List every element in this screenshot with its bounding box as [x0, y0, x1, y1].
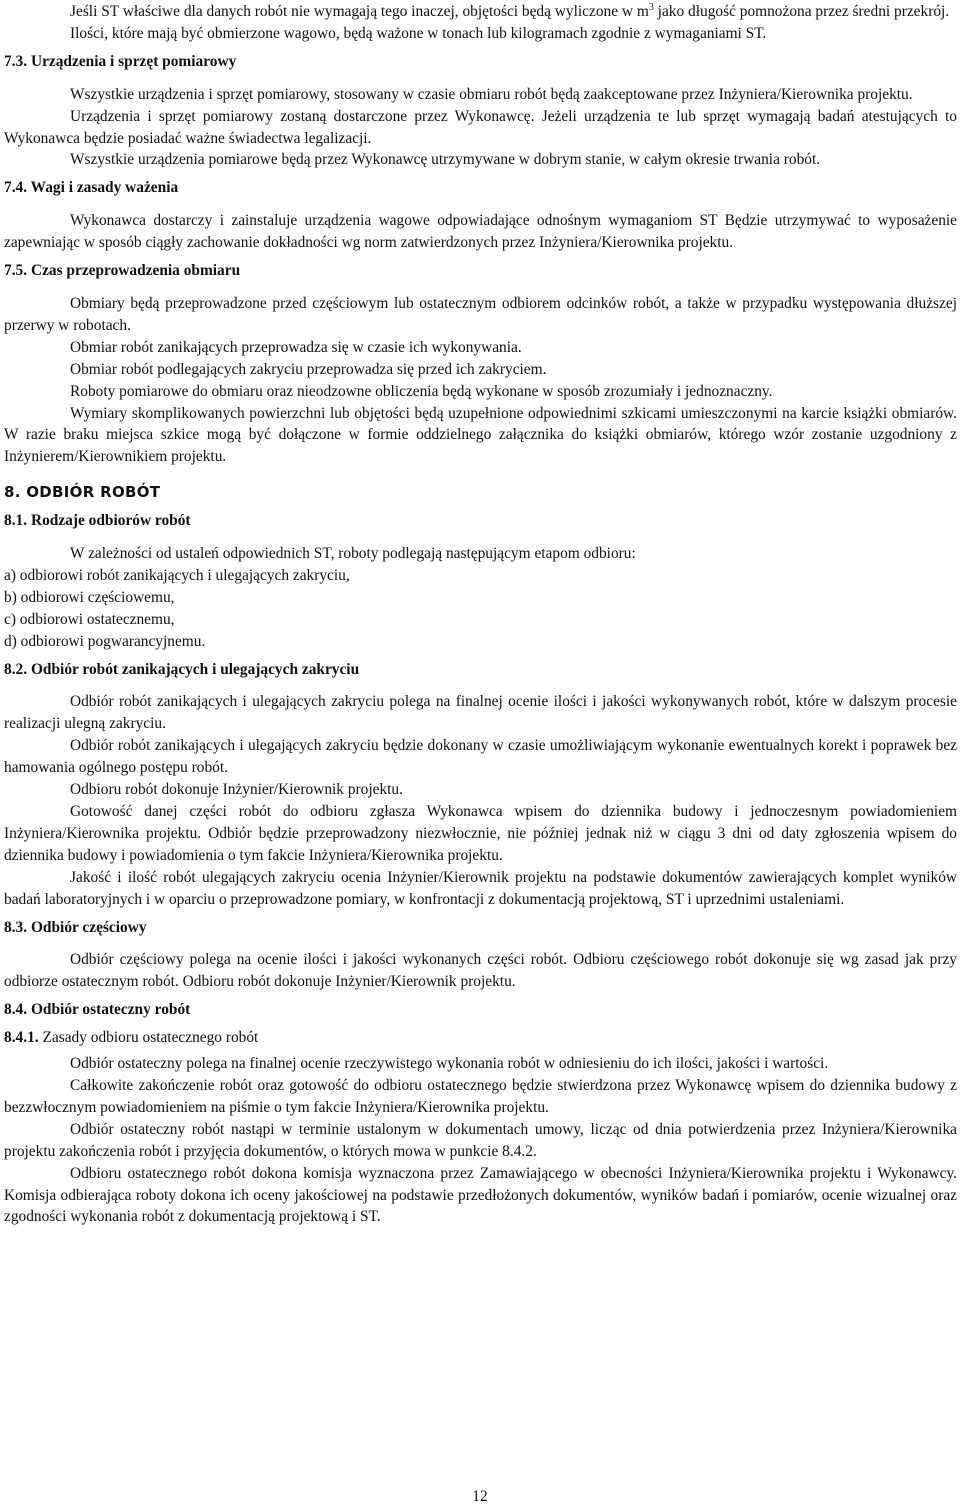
- section-heading-7-3: 7.3. Urządzenia i sprzęt pomiarowy: [4, 52, 237, 70]
- paragraph: Jakość i ilość robót ulegających zakryciu ocenia Inżynier/Kierownik projektu na podstawie dokumentów zawierających komplet wyników badań laboratoryjnych i w oparciu o przeprowadzone pomiary, w konfrontacji z dokumentacją projektową, ST i uprzednimi ustaleniami.: [4, 868, 957, 908]
- paragraph: Urządzenia i sprzęt pomiarowy zostaną dostarczone przez Wykonawcę. Jeżeli urządzenia te lub sprzęt wymagają badań atestujących to Wykonawca będzie posiadać ważne świadectwa legalizacji.: [4, 107, 957, 147]
- paragraph: Całkowite zakończenie robót oraz gotowość do odbioru ostatecznego będzie stwierdzona przez Wykonawcę wpisem do dziennika budowy z bezzwłocznym powiadomieniem na piśmie o tym fakcie Inżyniera/Kierownika projektu.: [4, 1076, 957, 1116]
- text: Jeśli ST właściwe dla danych robót nie wymagają tego inaczej, objętości będą wyliczone w m: [70, 3, 649, 20]
- paragraph: Wymiary skomplikowanych powierzchni lub objętości będą uzupełnione odpowiednimi szkicami umieszczonymi na karcie książki obmiarów. W razie braku miejsca szkice mogą być dołączone w formie oddzielnego załącznika do książki obmiarów, którego wzór zostanie uzgodniony z Inżynierem/Kierownikiem projektu.: [4, 404, 957, 466]
- paragraph: Odbiór robót zanikających i ulegających zakryciu będzie dokonany w czasie umożliwiającym wykonanie ewentualnych korekt i poprawek bez hamowania ogólnego postępu robót.: [4, 737, 957, 777]
- section-heading-8-4: 8.4. Odbiór ostateczny robót: [4, 1001, 191, 1019]
- paragraph: Obmiar robót zanikających przeprowadza się w czasie ich wykonywania.: [70, 338, 522, 356]
- paragraph: Odbiór ostateczny polega na finalnej ocenie rzeczywistego wykonania robót w odniesieniu do ich ilości, jakości i wartości.: [70, 1055, 829, 1073]
- page-number: 12: [472, 1488, 488, 1505]
- text: jako długość pomnożona przez średni przekrój.: [653, 3, 950, 20]
- paragraph: Odbioru ostatecznego robót dokona komisja wyznaczona przez Zamawiającego w obecności Inżyniera/Kierownika projektu i Wykonawcy. Komisja odbierająca roboty dokona ich oceny jakościowej na podstawie przedłożonych dokumentów, wyników badań i pomiarów, ocenie wizualnej oraz zgodności wykonania robót z dokumentacją projektową i ST.: [4, 1164, 957, 1226]
- paragraph: Wykonawca dostarczy i zainstaluje urządzenia wagowe odpowiadające odnośnym wymaganiom ST Będzie utrzymywać to wyposażenie zapewniając w sposób ciągły zachowanie dokładności wg norm zatwierdzonych przez Inżyniera/Kierownika projektu.: [4, 212, 957, 252]
- paragraph: Odbiór robót zanikających i ulegających zakryciu polega na finalnej ocenie ilości i jakości wykonywanych robót, które w dalszym procesie realizacji ulegną zakryciu.: [4, 693, 957, 733]
- paragraph: Odbioru robót dokonuje Inżynier/Kierownik projektu.: [70, 781, 403, 799]
- list: [4, 565, 957, 653]
- paragraph: Obmiar robót podlegających zakryciu przeprowadza się przed ich zakryciem.: [70, 360, 547, 378]
- paragraph: Odbiór częściowy polega na ocenie ilości i jakości wykonanych części robót. Odbioru częściowego robót dokonuje się wg zasad jak przy odbiorze ostatecznym robót. Odbioru robót dokonuje Inżynier/Kierownik projektu.: [4, 951, 957, 991]
- chapter-heading: 8. ODBIÓR ROBÓT: [4, 483, 161, 502]
- paragraph: Obmiary będą przeprowadzone przed częściowym lub ostatecznym odbiorem odcinków robót, a także w przypadku występowania dłuższej przerwy w robotach.: [4, 294, 957, 334]
- section-heading-7-4: 7.4. Wagi i zasady ważenia: [4, 179, 179, 197]
- paragraph: Odbiór ostateczny robót nastąpi w terminie ustalonym w dokumentach umowy, licząc od dnia potwierdzenia przez Inżyniera/Kierownika projektu zakończenia robót i przyjęcia dokumentów, o których mowa w punkcie 8.4.2.: [4, 1120, 957, 1160]
- paragraph: Ilości, które mają być obmierzone wagowo, będą ważone w tonach lub kilogramach zgodnie z wymaganiami ST.: [70, 24, 767, 42]
- section-heading-8-3: 8.3. Odbiór częściowy: [4, 918, 147, 936]
- section-heading-8-1: 8.1. Rodzaje odbiorów robót: [4, 512, 191, 530]
- subsection-heading-8-4-1: 8.4.1. Zasady odbioru ostatecznego robót: [4, 1029, 259, 1047]
- list-item: b) odbiorowi częściowemu,: [4, 588, 175, 606]
- section-heading-8-2: 8.2. Odbiór robót zanikających i ulegających zakryciu: [4, 660, 360, 678]
- list-item: d) odbiorowi pogwarancyjnemu.: [4, 632, 206, 650]
- superscript: 3: [648, 1, 654, 13]
- document-page: [4, 1, 957, 1228]
- paragraph: Wszystkie urządzenia i sprzęt pomiarowy, stosowany w czasie obmiaru robót będą zaakceptowane przez Inżyniera/Kierownika projektu.: [70, 85, 913, 103]
- paragraph: Roboty pomiarowe do obmiaru oraz nieodzowne obliczenia będą wykonane w sposób zrozumiały i jednoznaczny.: [70, 382, 773, 400]
- paragraph: [4, 1, 957, 23]
- paragraph: W zależności od ustaleń odpowiednich ST, roboty podlegają następującym etapom odbioru:: [70, 545, 636, 563]
- paragraph: Gotowość danej części robót do odbioru zgłasza Wykonawca wpisem do dziennika budowy i jednoczesnym powiadomieniem Inżyniera/Kierownika projektu. Odbiór będzie przeprowadzony niezwłocznie, nie później jednak niż w ciągu 3 dni od daty zgłoszenia wpisem do dziennika budowy i powiadomienia o tym fakcie Inżyniera/Kierownika projektu.: [4, 803, 957, 864]
- list-item: a) odbiorowi robót zanikających i ulegających zakryciu,: [4, 566, 350, 584]
- paragraph: Wszystkie urządzenia pomiarowe będą przez Wykonawcę utrzymywane w dobrym stanie, w całym okresie trwania robót.: [70, 151, 821, 169]
- list-item: c) odbiorowi ostatecznemu,: [4, 610, 175, 628]
- section-heading-7-5: 7.5. Czas przeprowadzenia obmiaru: [4, 262, 241, 280]
